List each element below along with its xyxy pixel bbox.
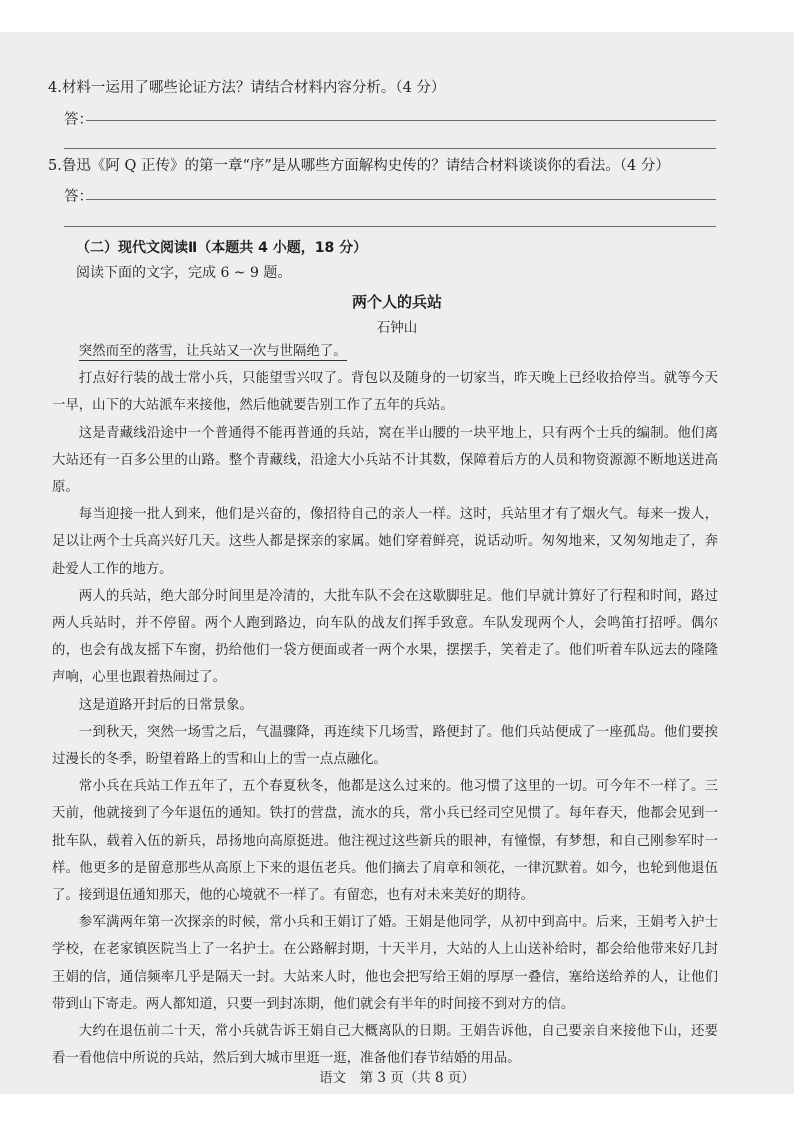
paragraph-10: 大约在退伍前二十天，常小兵就告诉王娟自己大概离队的日期。王娟告诉他，自己要亲自来接他下山，还要看一看他信中所说的兵站，然后到大城市里逛一逛，准备他们春节结婚的用品。 [52, 1024, 718, 1067]
question-4 [48, 78, 445, 98]
article-title: 两个人的兵站 [351, 293, 442, 311]
paragraph-6: 这是道路开封后的日常景象。 [78, 697, 253, 713]
question-4-answer-line-2[interactable] [64, 148, 716, 149]
paragraph-2: 打点好行装的战士常小兵，只能望雪兴叹了。背包以及随身的一切家当，昨天晚上已经收拾停当。就等今天一早，山下的大站派车来接他，然后他就要告别工作了五年的兵站。 [52, 371, 718, 414]
section-heading: （二）现代文阅读Ⅱ（本题共 4 小题，18 分） [76, 240, 368, 256]
question-5 [48, 156, 670, 176]
question-5-answer-label: 答： [64, 189, 93, 205]
question-5-number: 5. [48, 158, 62, 174]
question-5-text: 鲁迅《阿 Q 正传》的第一章“序”是从哪些方面解构史传的？请结合材料谈谈你的看法。（4 分） [61, 158, 670, 174]
question-5-answer-line-1[interactable] [86, 199, 716, 200]
scanned-page [0, 32, 794, 1094]
paragraph-9: 参军满两年第一次探亲的时候，常小兵和王娟订了婚。王娟是他同学，从初中到高中。后来，王娟考入护士学校，在老家镇医院当上了一名护士。在公路解封期，十天半月，大站的人上山送补给时，都会给他带来好几封王娟的信，通信频率几乎是隔天一封。大站来人时，他也会把写给王娟的厚厚一叠信，塞给送给养的人，让他们带到山下寄走。两人都知道，只要一到封冻期，他们就会有半年的时间接不到对方的信。 [52, 915, 718, 1012]
paragraph-4: 每当迎接一批人到来，他们是兴奋的，像招待自己的亲人一样。这时，兵站里才有了烟火气。每来一拨人，足以让两个士兵高兴好几天。这些人都是探亲的家属。她们穿着鲜亮，说话动听。匆匆地来，又匆匆地走了，奔赴爱人工作的地方。 [52, 507, 718, 577]
question-4-answer-line-1[interactable] [86, 120, 716, 121]
article-author: 石钟山 [376, 320, 418, 336]
paragraph-1: 突然而至的落雪，让兵站又一次与世隔绝了。 [78, 344, 347, 359]
article-body [52, 338, 718, 1072]
question-4-answer-label: 答： [64, 112, 93, 128]
question-4-text: 材料一运用了哪些论证方法？请结合材料内容分析。（4 分） [61, 80, 446, 96]
question-5-answer-line-2[interactable] [64, 226, 716, 227]
paragraph-8: 常小兵在兵站工作五年了，五个春夏秋冬，他都是这么过来的。他习惯了这里的一切。可今年不一样了。三天前，他就接到了今年退伍的通知。铁打的营盘，流水的兵，常小兵已经司空见惯了。每年春天，他都会见到一批车队，载着入伍的新兵，昂扬地向高原挺进。他注视过这些新兵的眼神，有憧憬，有梦想，和自己刚参军时一样。他更多的是留意那些从高原上下来的退伍老兵。他们摘去了肩章和领花，一律沉默着。如今，也轮到他退伍了。接到退伍通知那天，他的心境就不一样了。有留恋，也有对未来美好的期待。 [52, 779, 718, 904]
paragraph-3: 这是青藏线沿途中一个普通得不能再普通的兵站，窝在半山腰的一块平地上，只有两个士兵的编制。他们离大站还有一百多公里的山路。整个青藏线，沿途大小兵站不计其数，保障着后方的人员和物资源源不断地送进高原。 [52, 425, 718, 496]
question-4-number: 4. [48, 80, 62, 96]
section-instruction: 阅读下面的文字，完成 6 ~ 9 题。 [76, 265, 292, 281]
paragraph-5: 两人的兵站，绝大部分时间里是冷清的，大批车队不会在这歇脚驻足。他们早就计算好了行程和时间，路过两人兵站时，并不停留。两个人跑到路边，向车队的战友们挥手致意。车队发现两个人，会鸣笛打招呼。偶尔的，也会有战友摇下车窗，扔给他们一袋方便面或者一两个水果，摆摆手，笑着走了。他们听着车队远去的隆隆声响，心里也跟着热闹过了。 [52, 588, 718, 686]
page-footer: 语文 第 3 页（共 8 页） [319, 1070, 475, 1086]
paragraph-7: 一到秋天，突然一场雪之后，气温骤降，再连续下几场雪，路便封了。他们兵站便成了一座孤岛。他们要挨过漫长的冬季，盼望着路上的雪和山上的雪一点点融化。 [52, 724, 718, 768]
